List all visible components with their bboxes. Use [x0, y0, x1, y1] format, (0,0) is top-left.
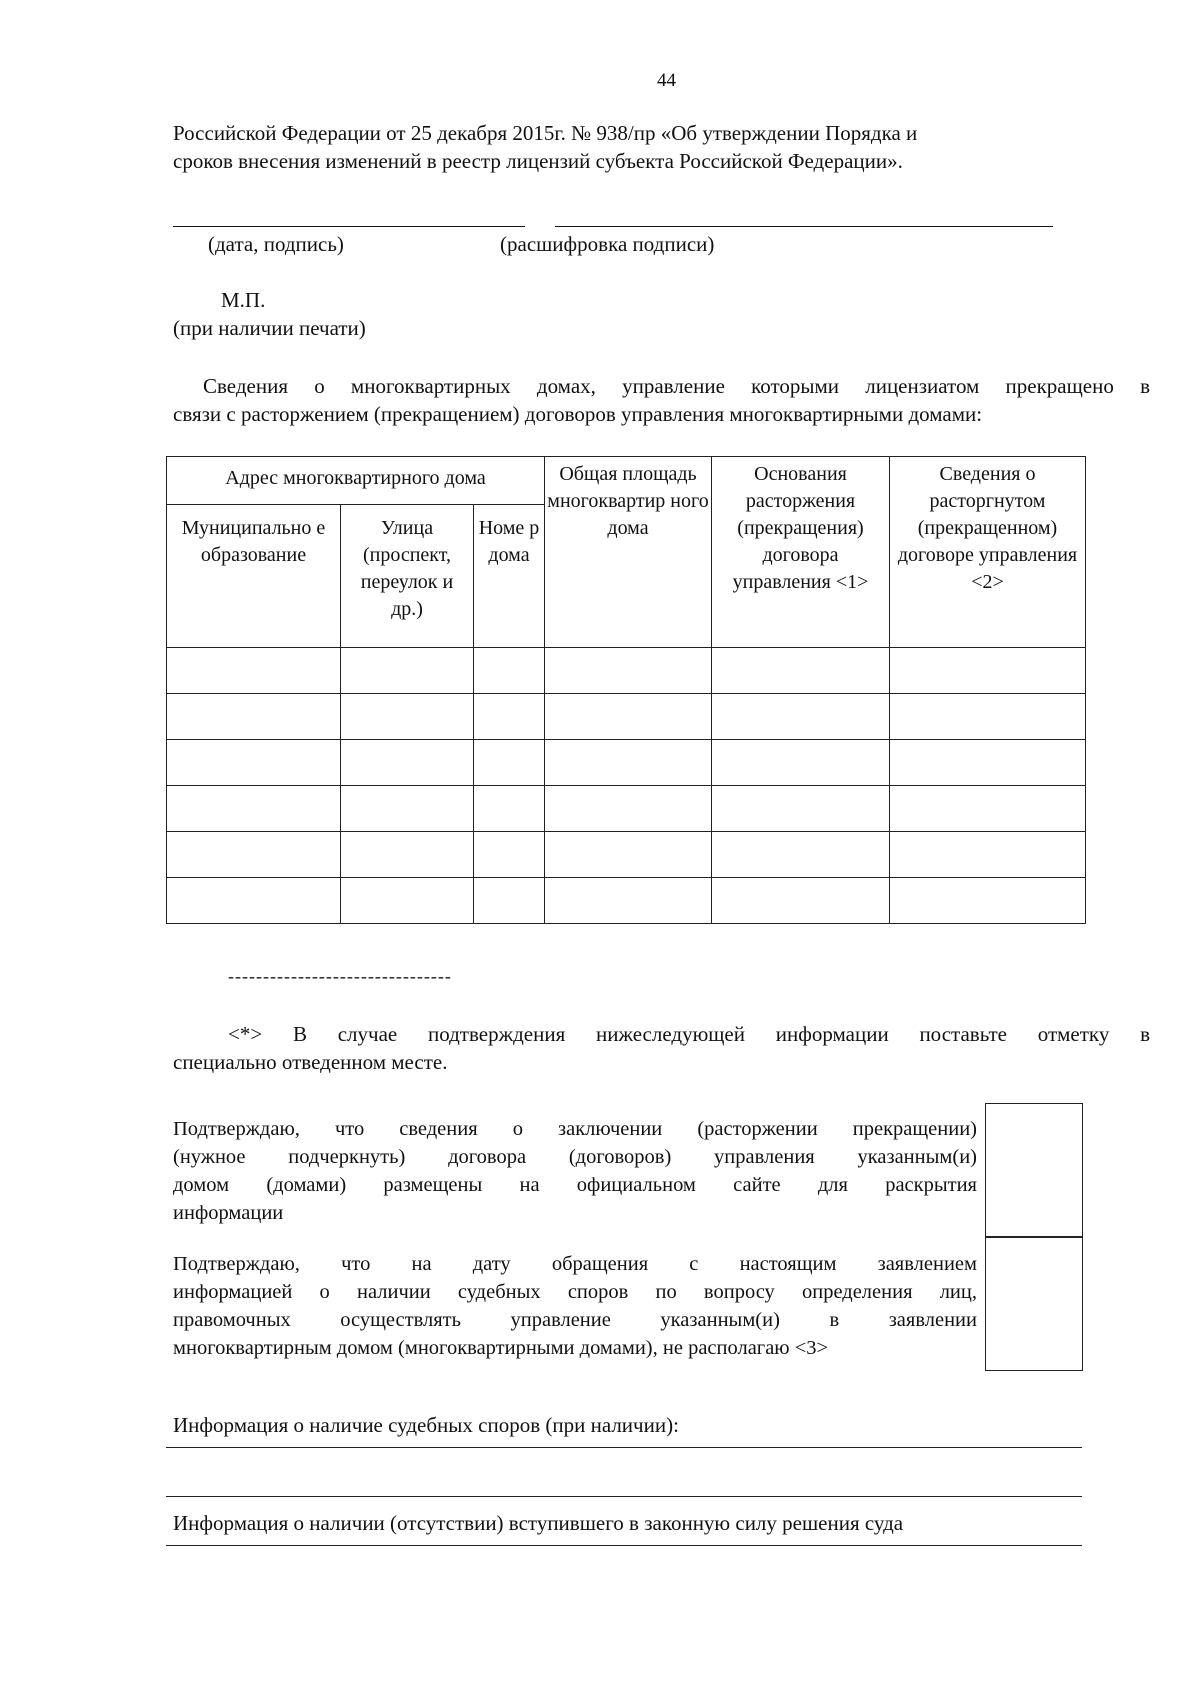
court-decision-line[interactable] [166, 1545, 1082, 1546]
footnote-separator: -------------------------------- [228, 966, 452, 986]
footnote-paragraph [173, 1020, 1150, 1076]
confirmation-1-checkbox[interactable] [985, 1103, 1083, 1238]
table-row [167, 786, 1086, 832]
table-cell[interactable] [545, 786, 712, 832]
table-cell[interactable] [712, 832, 890, 878]
table-row [167, 694, 1086, 740]
intro-line-1: Российской Федерации от 25 декабря 2015г. № 938/пр «Об утверждении Порядка и [173, 121, 918, 145]
table-cell[interactable] [545, 648, 712, 694]
confirmation-2-line-3: правомочных осуществлять управление указанным(и) в заявлении [173, 1309, 977, 1331]
grounds-header: Основания расторжения (прекращения) договора управления <1> [712, 457, 890, 648]
confirmation-1-line-3: домом (домами) размещены на официальном сайте для раскрытия [173, 1174, 977, 1196]
table-cell[interactable] [167, 648, 341, 694]
house-number-header: Номе р дома [474, 505, 545, 648]
disputes-line-2[interactable] [166, 1496, 1082, 1497]
table-cell[interactable] [712, 694, 890, 740]
table-row [167, 648, 1086, 694]
section-line-2: связи с расторжением (прекращением) договоров управления многоквартирными домами: [173, 402, 983, 426]
area-header: Общая площадь многоквартир ного дома [545, 457, 712, 648]
date-signature-line [173, 226, 525, 227]
table-row [167, 740, 1086, 786]
intro-line-2: сроков внесения изменений в реестр лицензий субъекта Российской Федерации». [173, 149, 903, 173]
table-cell[interactable] [712, 648, 890, 694]
table-cell[interactable] [545, 878, 712, 924]
table-cell[interactable] [890, 740, 1086, 786]
date-signature-caption: (дата, подпись) [208, 232, 344, 256]
section-paragraph [173, 372, 1150, 428]
confirmation-1-line-4: информации [173, 1202, 284, 1224]
street-header: Улица (проспект, переулок и др.) [341, 505, 474, 648]
page-number: 44 [657, 70, 676, 91]
table-cell[interactable] [167, 740, 341, 786]
confirmation-1 [173, 1115, 977, 1227]
stamp-note: (при наличии печати) [173, 316, 366, 340]
disputes-line-1[interactable] [166, 1447, 1082, 1448]
table-cell[interactable] [890, 878, 1086, 924]
table-cell[interactable] [341, 786, 474, 832]
table-cell[interactable] [474, 740, 545, 786]
table-row [167, 878, 1086, 924]
signature-decode-caption: (расшифровка подписи) [500, 232, 715, 256]
court-decision-label: Информация о наличии (отсутствии) вступившего в законную силу решения суда [173, 1511, 904, 1535]
confirmation-1-line-1: Подтверждаю, что сведения о заключении (расторжении прекращении) [173, 1118, 977, 1140]
table-cell[interactable] [167, 878, 341, 924]
table-cell[interactable] [474, 694, 545, 740]
confirmation-2-line-1: Подтверждаю, что на дату обращения с настоящим заявлением [173, 1253, 977, 1275]
table-cell[interactable] [341, 694, 474, 740]
details-header: Сведения о расторгнутом (прекращенном) договоре управления <2> [890, 457, 1086, 648]
table-cell[interactable] [890, 832, 1086, 878]
table-header-row [167, 457, 1086, 505]
footnote-line-2: специально отведенном месте. [173, 1050, 448, 1074]
table-row [167, 832, 1086, 878]
stamp-label: М.П. [221, 288, 266, 312]
table-cell[interactable] [545, 740, 712, 786]
footnote-line-1: <*> В случае подтверждения нижеследующей информации поставьте отметку в [228, 1022, 1150, 1046]
table-cell[interactable] [545, 832, 712, 878]
table-cell[interactable] [890, 694, 1086, 740]
table-cell[interactable] [712, 740, 890, 786]
confirmation-2-checkbox[interactable] [985, 1236, 1083, 1371]
section-line-1: Сведения о многоквартирных домах, управление которыми лицензиатом прекращено в [203, 374, 1150, 398]
houses-table [166, 456, 1086, 924]
table-cell[interactable] [474, 878, 545, 924]
table-cell[interactable] [341, 740, 474, 786]
table-cell[interactable] [474, 648, 545, 694]
table-cell[interactable] [341, 648, 474, 694]
table-cell[interactable] [474, 786, 545, 832]
table-cell[interactable] [341, 878, 474, 924]
intro-paragraph [173, 119, 1063, 175]
table-cell[interactable] [712, 786, 890, 832]
confirmation-2-line-2: информацией о наличии судебных споров по вопросу определения лиц, [173, 1281, 977, 1303]
disputes-label: Информация о наличие судебных споров (при наличии): [173, 1413, 679, 1437]
municipality-header: Муниципально е образование [167, 505, 341, 648]
table-cell[interactable] [167, 694, 341, 740]
table-cell[interactable] [890, 648, 1086, 694]
table-cell[interactable] [167, 786, 341, 832]
table-cell[interactable] [545, 694, 712, 740]
confirmation-2 [173, 1250, 977, 1362]
confirmation-1-line-2: (нужное подчеркнуть) договора (договоров) управления указанным(и) [173, 1146, 977, 1168]
table-cell[interactable] [167, 832, 341, 878]
confirmation-2-line-4: многоквартирным домом (многоквартирными домами), не располагаю <3> [173, 1337, 829, 1359]
table-cell[interactable] [474, 832, 545, 878]
address-group-header: Адрес многоквартирного дома [167, 457, 545, 505]
table-cell[interactable] [890, 786, 1086, 832]
table-cell[interactable] [341, 832, 474, 878]
signature-decode-line [555, 226, 1053, 227]
table-cell[interactable] [712, 878, 890, 924]
